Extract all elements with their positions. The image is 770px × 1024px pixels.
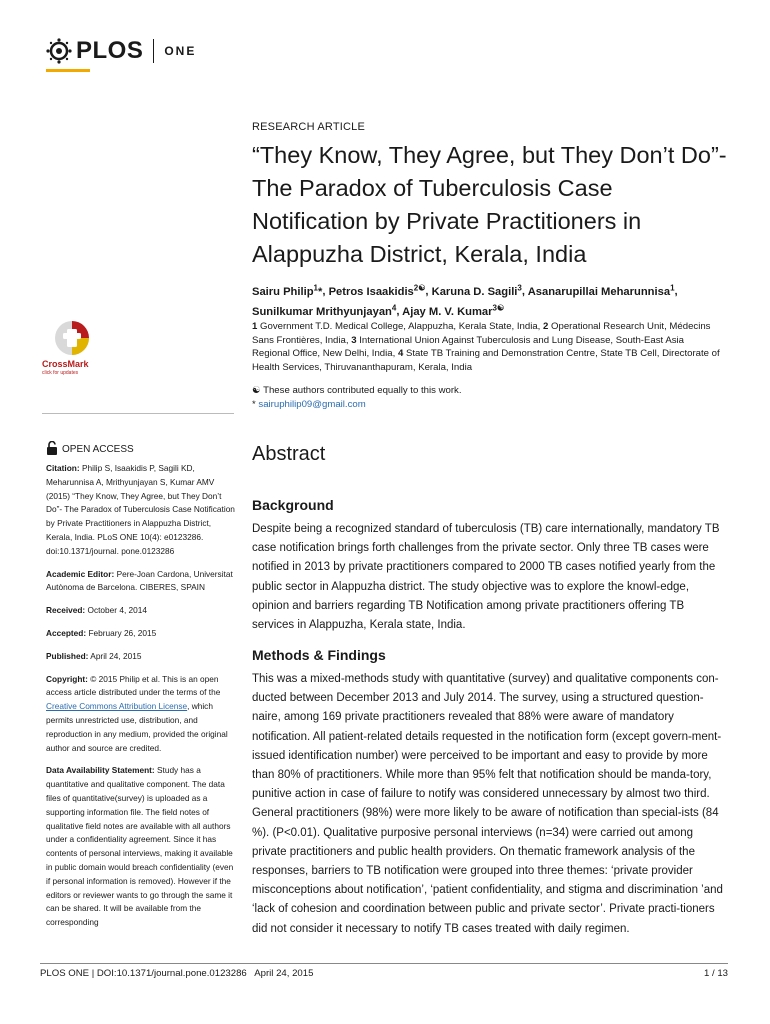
accepted-block: [46, 627, 238, 641]
data-availability-block: [46, 764, 238, 930]
open-access-badge: [46, 441, 134, 458]
affiliation-text: Operational Research Unit, Médecins Sans Frontières, India,: [252, 321, 711, 346]
affiliation-text: Government T.D. Medical College, Alappuzha, Kerala State, India,: [260, 321, 544, 332]
corresponding-author-mark: *: [252, 398, 256, 410]
contribution-notes: [252, 384, 722, 411]
citation-block: [46, 462, 238, 559]
received-date: October 4, 2014: [87, 605, 148, 616]
published-label: Published:: [46, 650, 89, 661]
author-affiliation-mark: 2☯: [413, 283, 426, 292]
affiliation-number: 3: [351, 334, 360, 346]
logo-accent-bar: [46, 69, 90, 72]
received-label: Received:: [46, 605, 86, 616]
open-lock-icon: [46, 441, 58, 458]
author-affiliation-mark: 1: [670, 283, 675, 292]
methods-text: This was a mixed-methods study with quantitative (survey) and qualitative components con-ducted between December 2013 and July 2014. The survey, using a structured question-naire, among 169 private practitioners revealed that 88% were aware of mandatory notification. All patient-related details requested in the notification form (except govern-ment-issued identification number) were perceived to be important and easy to provide by more than 80% of practitioners. While more than 95% felt that notification should be manda-tory, punitive action in case of failure to notify was considered unnecessary by almost two third. General practitioners (98%) were more likely to be aware of notification than special-ists (84 %). (P<0.01). Qualitative purposive personal interviews (n=34) were carried out among private practitioners and public health providers. On thematic framework analysis of the responses, barriers to TB notification were grouped into three themes: ‘private provider misconceptions about notification’, ‘patient confidentiality, and stigma and discrimination ’and ‘lack of cohesion and coordination between public and private sector’. Private practi-tioners did not consider it necessary to notify TB cases treated with daily regimen.: [252, 673, 723, 935]
methods-heading: Methods & Findings: [252, 647, 386, 663]
equal-contribution-note: [252, 384, 722, 398]
data-availability-label: Data Availability Statement:: [46, 765, 155, 776]
author-name: Ajay M. V. Kumar: [402, 305, 493, 318]
data-availability-text: Study has a quantitative and qualitative component. The data files of quantitative(survey) is uploaded as a supporting information file. The field notes of qualitative field notes are available with all authors under a confidentiality agreement. Since it has contents of personal interviews, making it available in public domain would breach confidentiality (even if personal information is removed). However if the editors or reviewer wants to go through the same it can be shared. It will be available from the corresponding: [46, 765, 234, 928]
accepted-label: Accepted:: [46, 627, 87, 638]
author: [431, 283, 522, 298]
footer-doi: PLOS ONE | DOI:10.1371/journal.pone.0123286: [40, 968, 247, 979]
author-affiliation-mark: 3: [517, 283, 522, 292]
author-affiliation-mark: 4: [391, 303, 397, 313]
background-text: Despite being a recognized standard of tuberculosis (TB) care internationally, mandatory TB case notification brings forth challenges from the private sector. Only three TB cases were notified in 2013 by private practitioners compared to 2000 TB cases notified yearly from the public sector in Alappuzha district. The study objective was to explore the knowl-edge, opinion and barriers regarding TB Notification among private practitioners offering TB services in Alappuzha, Kerala state, India.: [252, 523, 720, 632]
equal-contribution-text: These authors contributed equally to this work.: [263, 385, 462, 396]
abstract-heading: Abstract: [252, 443, 326, 465]
author-affiliation-mark: 1: [313, 283, 318, 292]
affiliation-text: State TB Training and Demonstration Centre, State TB Cell, Directorate of Health Services, Thiruvananthapuram, Kerala, India: [252, 348, 720, 373]
affiliation-number: 4: [397, 348, 406, 360]
crossmark-label: CrossMark: [42, 359, 89, 369]
crossmark-sublabel: click for updates: [42, 370, 79, 376]
affiliation-number: 2: [543, 321, 552, 332]
footer-divider: [40, 963, 728, 964]
corresponding-author-note: [252, 398, 722, 412]
affiliation-number: 1: [252, 321, 261, 332]
author: [402, 303, 505, 318]
author-name: Asanarupillai Meharunnisa: [527, 285, 671, 298]
author: [328, 283, 426, 298]
article-info-sidebar: [46, 462, 238, 939]
author-name: Petros Isaakidis: [328, 285, 414, 298]
copyright-text: © 2015 Philip et al. This is an open access article distributed under the terms of the: [46, 673, 221, 698]
affiliation-text: International Union Against Tuberculosis and Lung Disease, South-East Asia Regional Office, New Delhi, India,: [252, 334, 684, 360]
copyright-text-end: , which permits unrestricted use, distribution, and reproduction in any medium, provided the original author and source are credited.: [46, 701, 228, 753]
author: [252, 303, 397, 318]
author: [527, 283, 675, 298]
author-name: Karuna D. Sagili: [431, 285, 518, 298]
page-number: 1 / 13: [703, 968, 728, 979]
article-title: “They Know, They Agree, but They Don’t Do”- The Paradox of Tuberculosis Case Notification by Private Practitioners in Alappuzha District, Kerala, India: [252, 142, 727, 267]
author-list: Sairu Philip$^1$*, Petros Isaakidis$^{2☯}$, Karuna D. Sagili$^3$, Asanarupillai Meharunnisa$^1$, Sunilkumar Mrithyunjayan$^4$, Ajay M. V. Kumar$^{3☯}$: [252, 283, 678, 318]
published-block: [46, 650, 238, 664]
open-access-label: OPEN ACCESS: [62, 444, 134, 455]
received-block: [46, 604, 238, 618]
background-heading: Background: [252, 497, 334, 513]
sidebar-divider: [42, 413, 234, 414]
editor-label: Academic Editor:: [46, 568, 115, 579]
author-name: Sunilkumar Mrithyunjayan: [252, 305, 392, 318]
author-affiliation-mark: 3☯: [492, 303, 505, 313]
license-link[interactable]: Creative Commons Attribution License: [46, 701, 188, 712]
plos-logo-icon: [46, 38, 72, 64]
corresponding-mark: *: [318, 285, 323, 298]
journal-name: ONE: [164, 44, 197, 58]
affiliations: [252, 320, 722, 374]
logo-divider: [153, 39, 154, 63]
author-name: Sairu Philip: [252, 285, 314, 298]
article-type: RESEARCH ARTICLE: [252, 121, 366, 133]
citation-text: Philip S, Isaakidis P, Sagili KD, Meharunnisa A, Mrithyunjayan S, Kumar AMV (2015) “They Know, They Agree, but They Don’t Do”- The Paradox of Tuberculosis Case Notification by Private Practitioners in Alappuzha District, Kerala, India. PLoS ONE 10(4): e0123286. doi:10.1371/journal. pone.0123286: [46, 463, 235, 556]
equal-contribution-icon: ☯: [252, 385, 261, 396]
brand-name: PLOS: [76, 37, 144, 64]
citation-label: Citation:: [46, 463, 80, 473]
editor-block: [46, 568, 238, 596]
crossmark-icon: [42, 318, 102, 358]
footer-citation: [40, 968, 313, 979]
accepted-date: February 26, 2015: [88, 627, 157, 638]
corresponding-email-link[interactable]: sairuphilip09@gmail.com: [258, 398, 366, 410]
copyright-label: Copyright:: [46, 673, 88, 684]
author: [252, 283, 323, 298]
published-date: April 24, 2015: [90, 650, 142, 661]
editor-text: Pere-Joan Cardona, Universitat Autònoma de Barcelona. CIBERES, SPAIN: [46, 568, 233, 593]
copyright-block: [46, 673, 238, 756]
journal-logo[interactable]: [46, 34, 196, 68]
footer-date: April 24, 2015: [254, 968, 314, 979]
